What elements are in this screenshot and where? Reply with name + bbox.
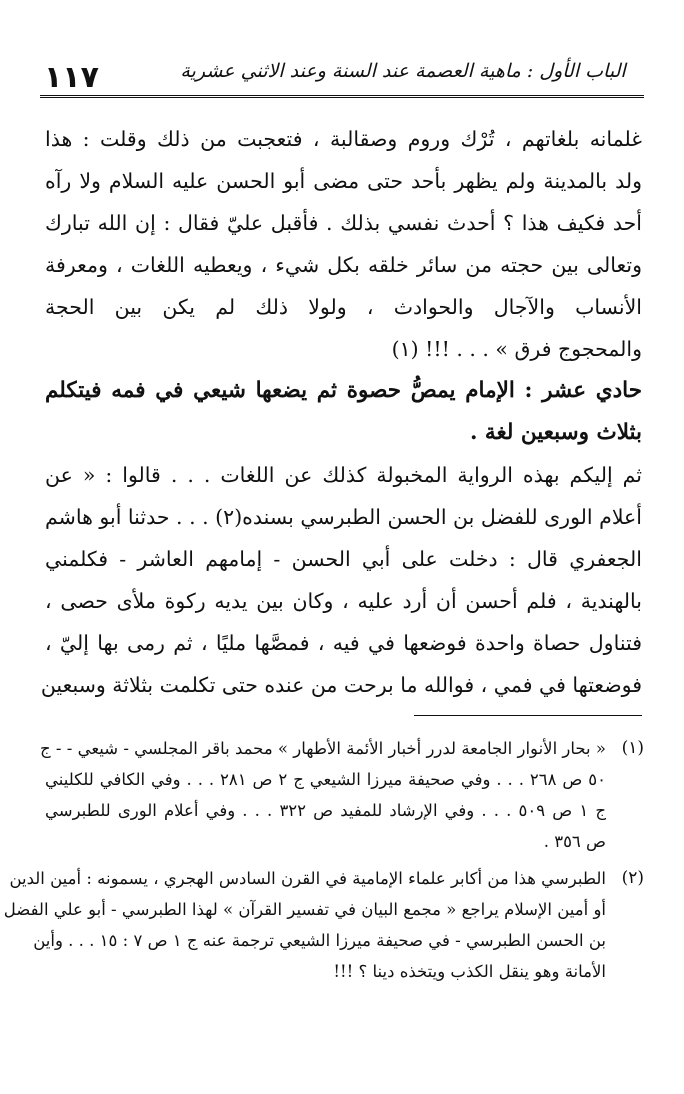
text-line: غلمانه بلغاتهم ، تُرْك وروم وصقالبة ، فتعجبت من ذلك وقلت : هذا bbox=[45, 127, 642, 151]
text-line: بالهندية ، فلم أحسن أن أرد عليه ، وكان بين يديه ركوة ملأى حصى ، bbox=[45, 589, 642, 613]
running-title: الباب الأول : ماهية العصمة عند السنة وعند الاثني عشرية bbox=[180, 60, 626, 82]
page-header bbox=[40, 58, 644, 98]
footnote-number: (٢) bbox=[621, 868, 644, 888]
footnote-line: « بحار الأنوار الجامعة لدرر أخبار الأئمة الأطهار » محمد باقر المجلسي - شيعي - - ج bbox=[40, 739, 606, 758]
footnote-number: (١) bbox=[621, 738, 644, 758]
main-text bbox=[40, 118, 642, 706]
page-number: ١١٧ bbox=[44, 60, 99, 95]
text-line: ولد بالمدينة ولم يظهر بأحد حتى مضى أبو الحسن عليه السلام ولا رآه bbox=[45, 169, 642, 193]
text-line: وتعالى بين حجته من سائر خلقه بكل شيء ، ويعطيه اللغات ، ومعرفة bbox=[45, 253, 642, 277]
text-line: فتناول حصاة واحدة فوضعها في فيه ، فمصَّها مليًا ، ثم رمى بها إليّ ، bbox=[45, 631, 642, 655]
text-line: والمحجوج فرق » . . . !!! (١) bbox=[391, 337, 642, 361]
text-line: فوضعتها في فمي ، فوالله ما برحت من عنده حتى تكلمت بثلاثة وسبعين bbox=[40, 673, 642, 697]
footnote-line: ج ١ ص ٥٠٩ . . . وفي الإرشاد للمفيد ص ٣٢٢ . . . وفي أعلام الورى للطبرسي bbox=[45, 801, 606, 820]
header-rule bbox=[40, 95, 644, 98]
footnotes bbox=[3, 733, 644, 993]
text-line: أعلام الورى للفضل بن الحسن الطبرسي بسنده(٢) . . . حدثنا أبو هاشم bbox=[45, 505, 642, 529]
text-line: الأنساب والآجال والحوادث ، ولولا ذلك لم يكن بين الحجة bbox=[45, 295, 642, 319]
footnote-line: الأمانة وهو ينقل الكذب ويتخذه دينا ؟ !!! bbox=[333, 962, 606, 981]
text-line: ثم إليكم بهذه الرواية المخبولة كذلك عن اللغات . . . قالوا : « عن bbox=[45, 463, 642, 487]
text-line: الجعفري قال : دخلت على أبي الحسن - إمامهم العاشر - فكلمني bbox=[45, 547, 642, 571]
footnote-line: أو أمين الإسلام يراجع « مجمع البيان في تفسير القرآن » لهذا الطبرسي - أبو علي الفضل bbox=[3, 900, 606, 919]
footnote-line: ٥٠ ص ٢٦٨ . . . وفي صحيفة ميرزا الشيعي ج ٢ ص ٢٨١ . . . وفي الكافي للكليني bbox=[45, 770, 606, 789]
footnote-line: الطبرسي هذا من أكابر علماء الإمامية في القرن السادس الهجري ، يسمونه : أمين الدين bbox=[9, 869, 606, 888]
footnote bbox=[40, 733, 644, 857]
section-heading: بثلاث وسبعين لغة . bbox=[469, 420, 642, 445]
footnote bbox=[3, 863, 644, 987]
text-line: أحد فكيف هذا ؟ أحدث نفسي بذلك . فأقبل عليّ فقال : إن الله تبارك bbox=[45, 211, 642, 235]
footnote-divider bbox=[414, 715, 642, 716]
section-heading: حادي عشر : الإمام يمصُّ حصوة ثم يضعها شيعي في فمه فيتكلم bbox=[45, 378, 642, 403]
footnote-line: ص ٣٥٦ . bbox=[543, 832, 606, 851]
footnote-line: بن الحسن الطبرسي - في صحيفة ميرزا الشيعي ترجمة عنه ج ١ ص ٧ : ١٥ . . . وأين bbox=[33, 931, 606, 950]
